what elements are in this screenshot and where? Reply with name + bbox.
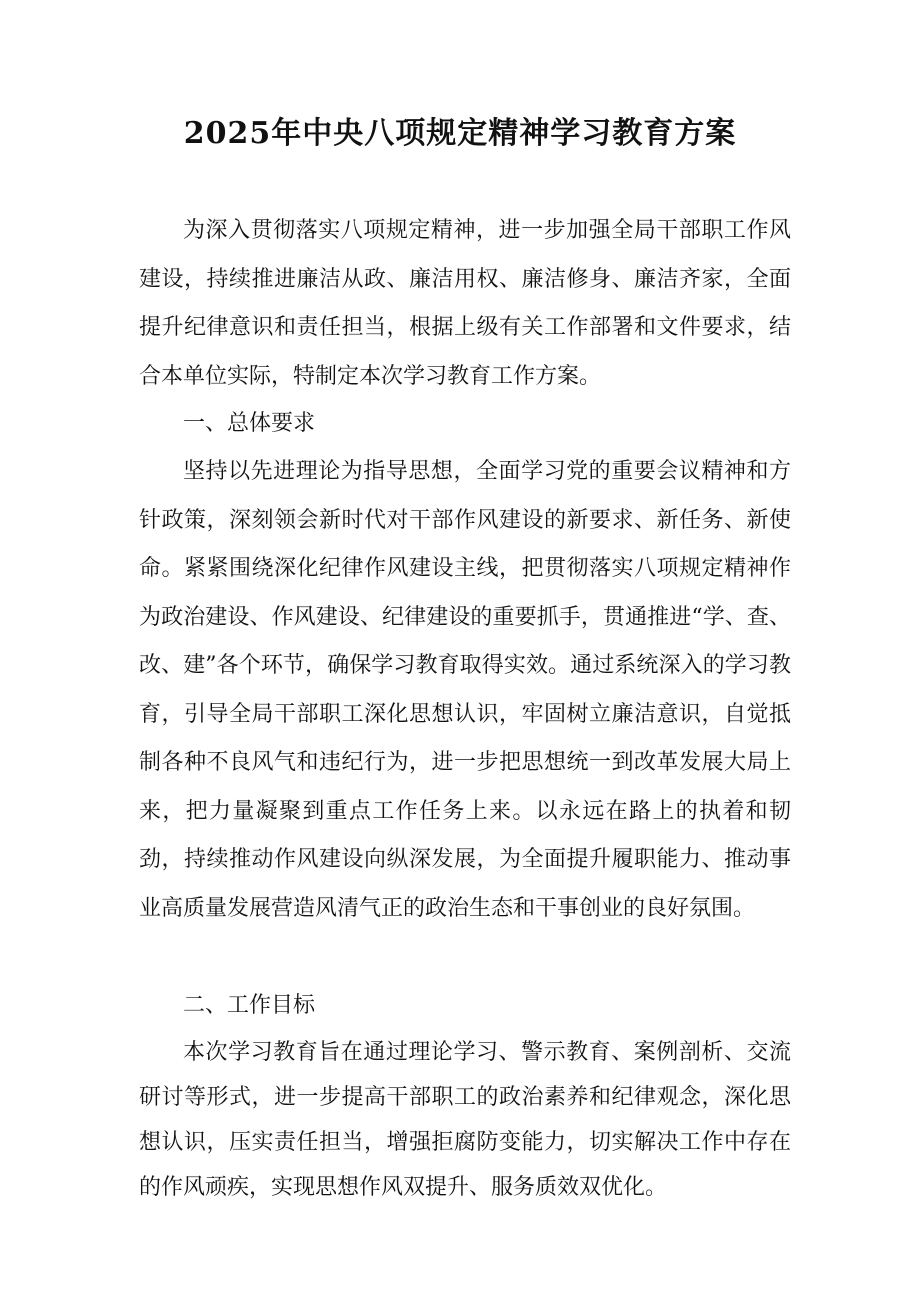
section-heading-work-objectives: 二、工作目标 <box>183 993 316 1018</box>
intro-paragraph: 为深入贯彻落实八项规定精神，进一步加强全局干部职工作风建设，持续推进廉洁从政、廉洁用权、廉洁修身、廉洁齐家，全面提升纪律意识和责任担当，根据上级有关工作部署和文件要求，结合本单位实际，特制定本次学习教育工作方案。 <box>139 218 791 389</box>
document-title: 2025年中央八项规定精神学习教育方案 <box>183 116 737 151</box>
section-heading-general-requirements: 一、总体要求 <box>183 411 316 436</box>
work-objectives-paragraph: 本次学习教育旨在通过理论学习、警示教育、案例剖析、交流研讨等形式，进一步提高干部职工的政治素养和纪律观念，深化思想认识，压实责任担当，增强拒腐防变能力，切实解决工作中存在的作风顽疾，实现思想作风双提升、服务质效双优化。 <box>139 1040 791 1200</box>
general-requirements-paragraph: 坚持以先进理论为指导思想，全面学习党的重要会议精神和方针政策，深刻领会新时代对干部作风建设的新要求、新任务、新使命。紧紧围绕深化纪律作风建设主线，把贯彻落实八项规定精神作为政治建设、作风建设、纪律建设的重要抓手，贯通推进“学、查、改、建”各个环节，确保学习教育取得实效。通过系统深入的学习教育，引导全局干部职工深化思想认识，牢固树立廉洁意识，自觉抵制各种不良风气和违纪行为，进一步把思想统一到改革发展大局上来，把力量凝聚到重点工作任务上来。以永远在路上的执着和韧劲，持续推动作风建设向纵深发展，为全面提升履职能力、推动事业高质量发展营造风清气正的政治生态和干事创业的良好氛围。 <box>139 459 791 921</box>
